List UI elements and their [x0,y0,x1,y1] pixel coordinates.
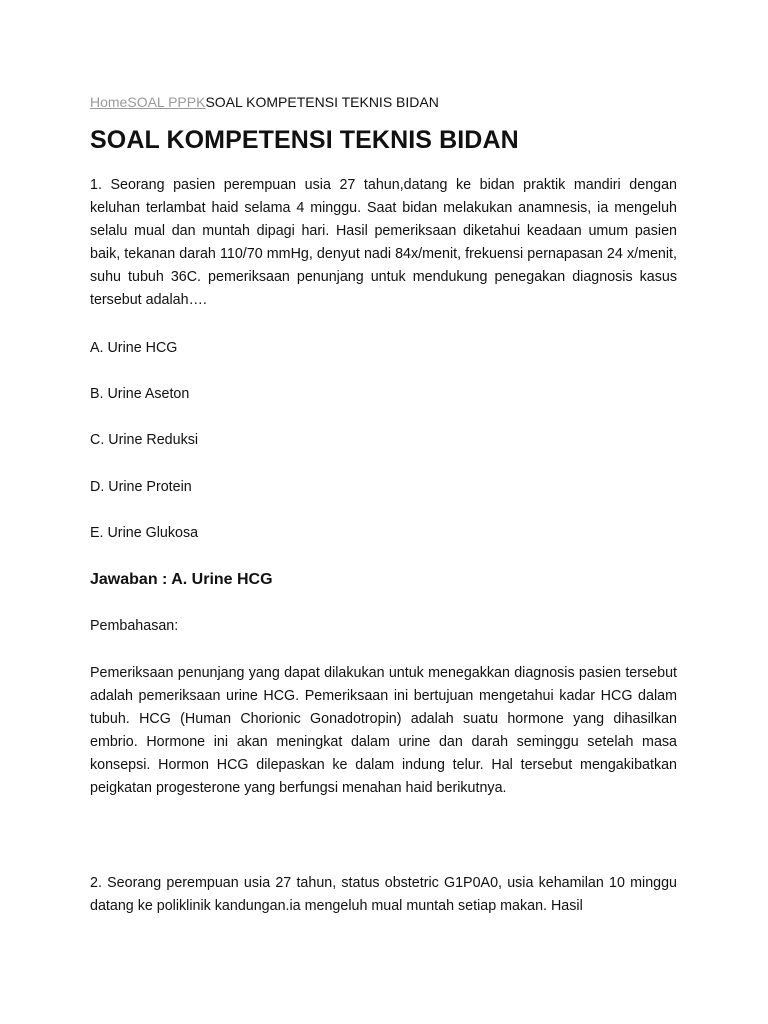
page-title: SOAL KOMPETENSI TEKNIS BIDAN [90,126,519,154]
breadcrumb-category-link[interactable]: SOAL PPPK [127,94,206,110]
question-2-text: 2. Seorang perempuan usia 27 tahun, status obstetric G1P0A0, usia kehamilan 10 minggu datang ke poliklinik kandungan.ia mengeluh mual muntah setiap makan. Hasil [90,875,677,914]
option-d: D. Urine Protein [90,479,192,495]
option-a: A. Urine HCG [90,340,178,356]
breadcrumb-home-link[interactable]: Home [90,94,128,110]
option-b: B. Urine Aseton [90,386,190,402]
breadcrumb [90,93,439,111]
option-c: C. Urine Reduksi [90,432,199,448]
answer-heading: Jawaban : A. Urine HCG [90,571,273,588]
discussion-text: Pemeriksaan penunjang yang dapat dilakukan untuk menegakkan diagnosis pasien tersebut adalah pemeriksaan urine HCG. Pemeriksaan ini bertujuan mengetahui kadar HCG dalam tubuh. HCG (Human Chorionic Gonadotropin) adalah suatu hormone yang dihasilkan embrio. Hormone ini akan meningkat dalam urine dan darah seminggu setelah masa konsepsi. Hormon HCG dilepaskan ke dalam indung telur. Hal tersebut mengakibatkan peigkatan progesterone yang berfungsi menahan haid berikutnya. [90,665,677,796]
option-e: E. Urine Glukosa [90,525,199,541]
discussion-label: Pembahasan: [90,618,179,634]
breadcrumb-current: SOAL KOMPETENSI TEKNIS BIDAN [205,94,439,110]
question-1-text: 1. Seorang pasien perempuan usia 27 tahun,datang ke bidan praktik mandiri dengan keluhan terlambat haid selama 4 minggu. Saat bidan melakukan anamnesis, ia mengeluh selalu mual dan muntah dipagi hari. Hasil pemeriksaan diketahui keadaan umum pasien baik, tekanan darah 110/70 mmHg, denyut nadi 84x/menit, frekuensi pernapasan 24 x/menit, suhu tubuh 36C. pemeriksaan penunjang untuk mendukung penegakan diagnosis kasus tersebut adalah…. [90,177,677,308]
